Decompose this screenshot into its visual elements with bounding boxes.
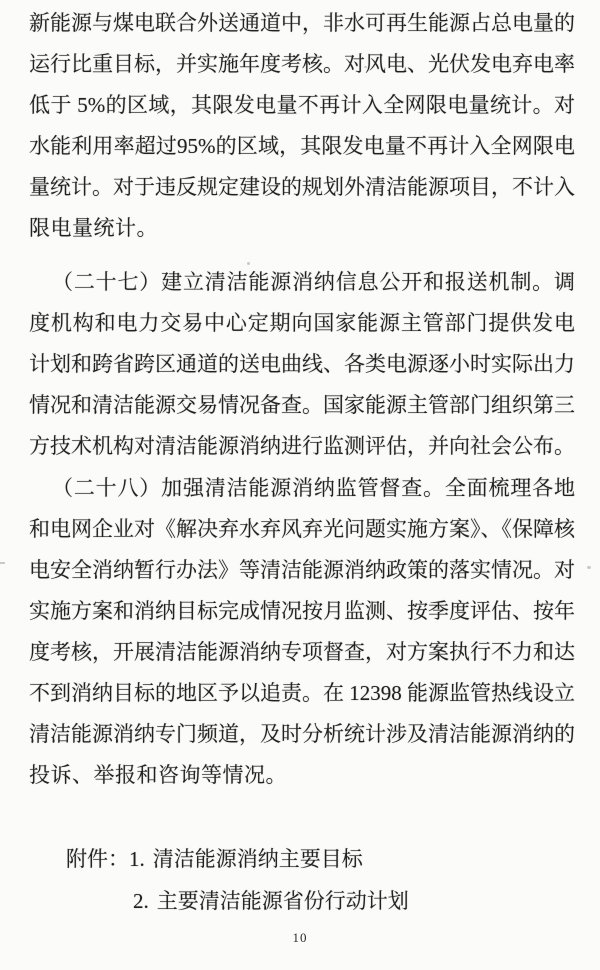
text-line: 电安全消纳暂行办法》等清洁能源消纳政策的落实情况。对	[29, 558, 575, 582]
paragraph-27	[29, 262, 575, 467]
paragraph-continued	[29, 3, 575, 249]
text-line: 限电量统计。	[29, 216, 158, 240]
page-number: 10	[292, 930, 308, 945]
text-line: 不到消纳目标的地区予以追责。在 12398 能源监管热线设立	[29, 681, 575, 705]
text-line: 方技术机构对清洁能源消纳进行监测评估，并向社会公布。	[29, 434, 575, 458]
scan-artifact	[0, 562, 5, 564]
text-line: 量统计。对于违反规定建设的规划外清洁能源项目，不计入	[29, 175, 575, 199]
text-line: 情况和清洁能源交易情况备查。国家能源主管部门组织第三	[29, 393, 575, 417]
scan-artifact	[364, 66, 367, 68]
text-line: （二十八）加强清洁能源消纳监管督查。全面梳理各地	[52, 476, 575, 500]
paragraph-28	[29, 468, 575, 796]
text-line: 运行比重目标，并实施年度考核。对风电、光伏发电弃电率	[29, 52, 575, 76]
text-line: 度考核，开展清洁能源消纳专项督查，对方案执行不力和达	[29, 640, 575, 664]
attachment-item-2	[133, 880, 409, 922]
attachment-title: 主要清洁能源省份行动计划	[156, 889, 409, 913]
attachment-number: 2.	[133, 889, 149, 913]
text-line: 投诉、举报和咨询等情况。	[29, 763, 287, 787]
text-line: （二十七）建立清洁能源消纳信息公开和报送机制。调	[52, 270, 575, 294]
text-line: 清洁能源消纳专门频道，及时分析统计涉及清洁能源消纳的	[29, 722, 575, 746]
attachments-block	[66, 838, 409, 922]
text-line: 计划和跨省跨区通道的送电曲线、各类电源逐小时实际出力	[29, 352, 575, 376]
attachment-label: 附件：	[66, 847, 129, 871]
attachment-title: 清洁能源消纳主要目标	[152, 847, 363, 871]
attachment-number: 1.	[129, 847, 145, 871]
text-line: 低于 5%的区域，其限发电量不再计入全网限电量统计。对	[29, 93, 575, 117]
scan-artifact	[587, 566, 591, 569]
text-line: 新能源与煤电联合外送通道中，非水可再生能源占总电量的	[29, 11, 575, 35]
text-line: 实施方案和消纳目标完成情况按月监测、按季度评估、按年	[29, 599, 575, 623]
text-line: 水能利用率超过95%的区域，其限发电量不再计入全网限电	[29, 134, 575, 158]
scan-artifact	[247, 262, 250, 265]
text-line: 度机构和电力交易中心定期向国家能源主管部门提供发电	[29, 311, 575, 335]
attachment-item-1	[66, 838, 409, 880]
text-line: 和电网企业对《解决弃水弃风弃光问题实施方案》、《保障核	[29, 517, 575, 541]
